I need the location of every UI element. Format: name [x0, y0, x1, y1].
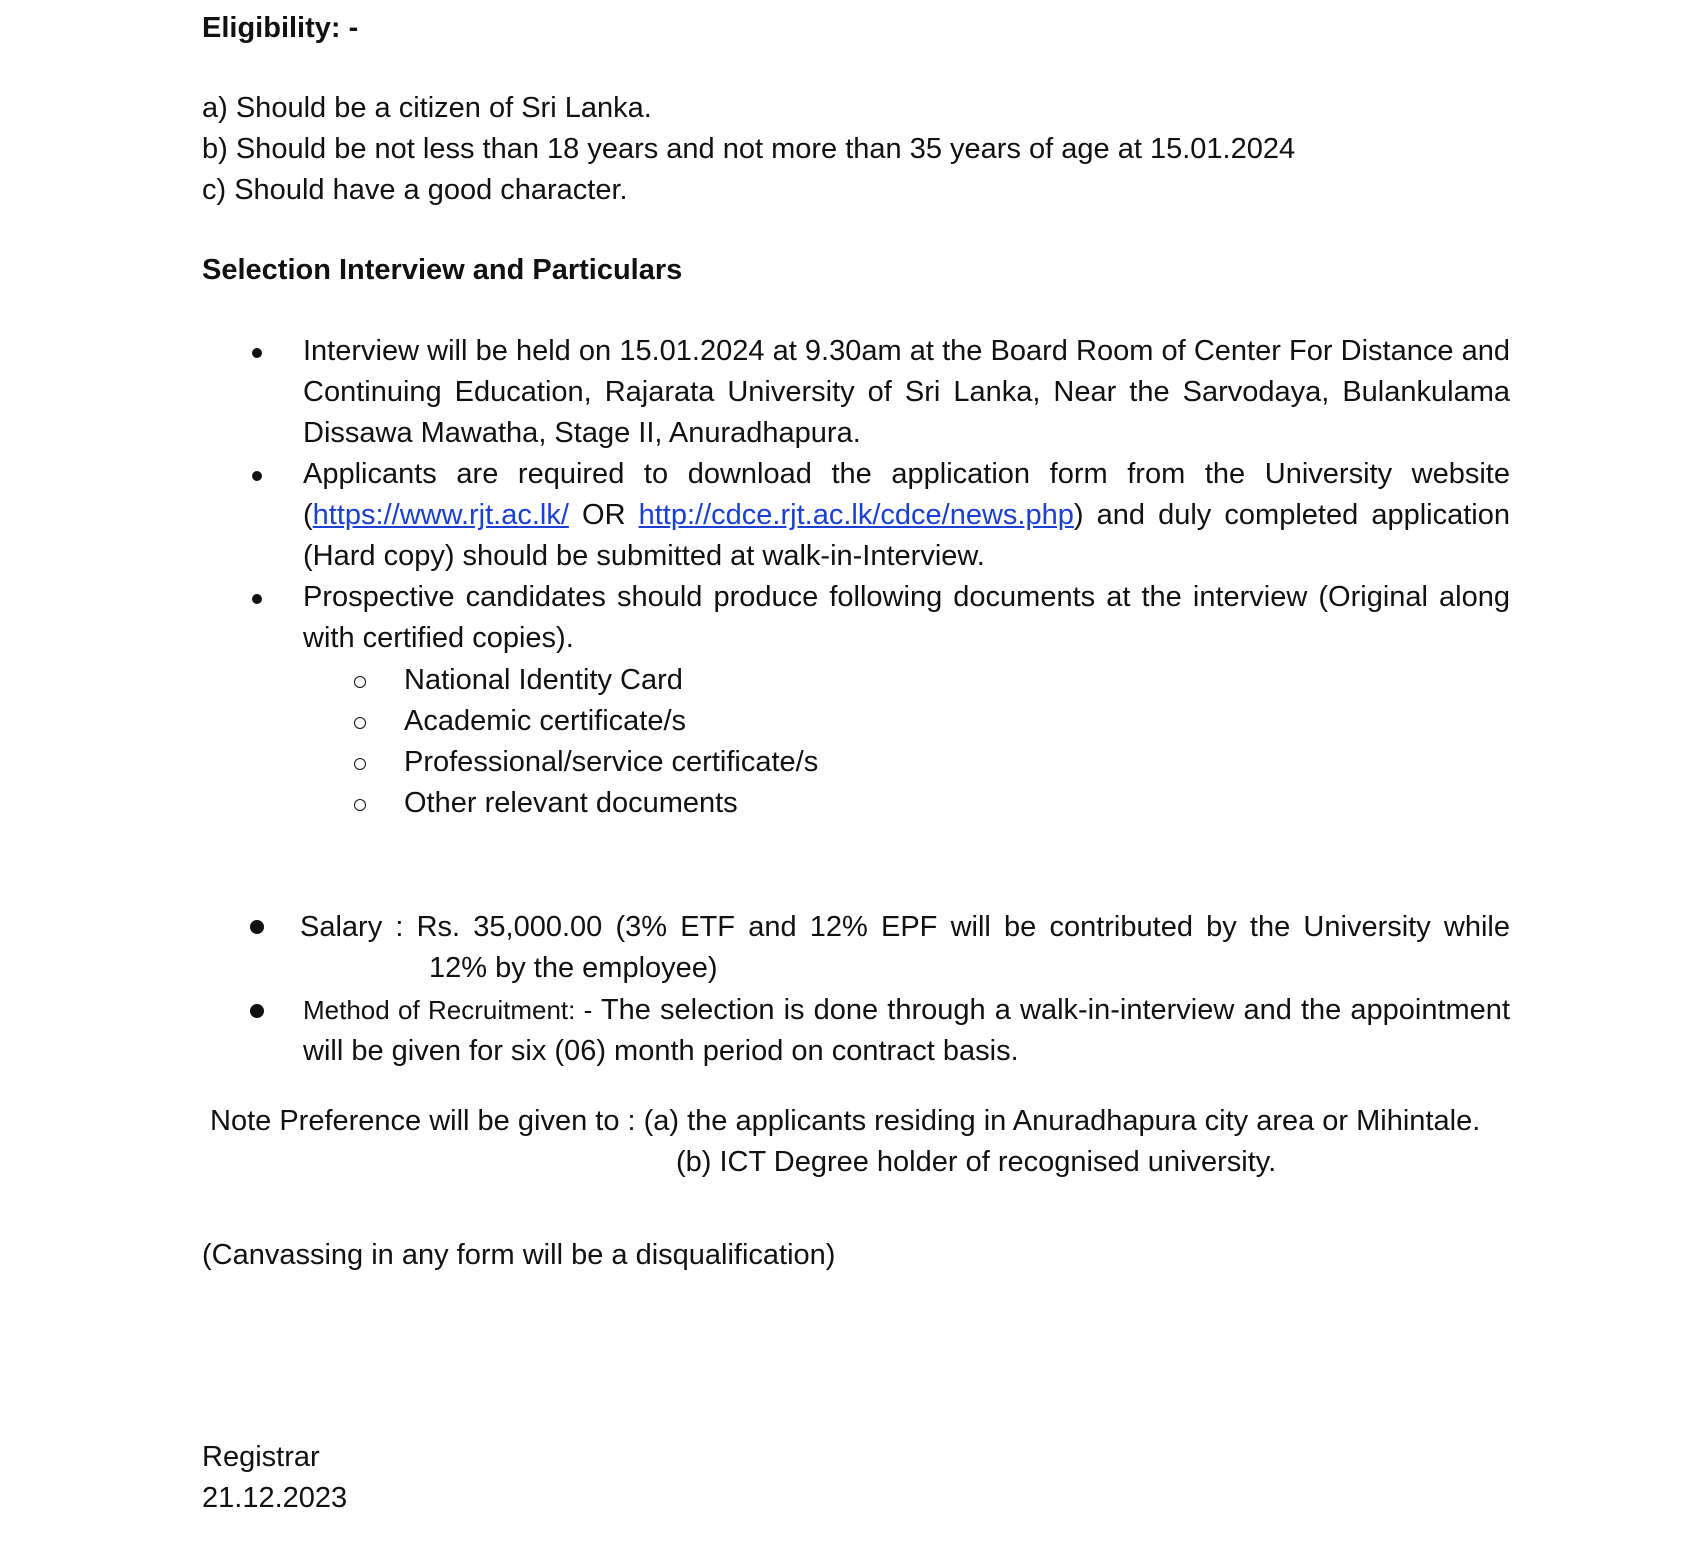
document-item: Professional/service certificate/s [404, 746, 819, 778]
documents-intro: Prospective candidates should produce following documents at the interview (Original along with certified copies). [303, 581, 1510, 654]
bullet-icon [252, 348, 262, 358]
bullet-icon [252, 594, 262, 604]
salary-line-2: 12% by the employee) [429, 952, 718, 984]
circle-bullet-icon [354, 717, 366, 729]
recruitment-details [303, 990, 1510, 1072]
circle-bullet-icon [354, 676, 366, 688]
bullet-icon [250, 920, 264, 934]
recruitment-label: Method of Recruitment: - [303, 995, 593, 1025]
canvassing-notice: (Canvassing in any form will be a disqualification) [202, 1239, 836, 1271]
application-details [303, 454, 1510, 577]
signature-date: 21.12.2023 [202, 1482, 348, 1514]
bullet-icon [252, 471, 262, 481]
document-item: National Identity Card [404, 664, 683, 696]
application-prefix: Applicants are required to download the application form from the University website ( [303, 458, 1510, 531]
circle-bullet-icon [354, 758, 366, 770]
recruitment-text: The selection is done through a walk-in-interview and the appointment will be given for six (06) month period on contract basis. [303, 994, 1510, 1067]
rjt-website-link[interactable]: https://www.rjt.ac.lk/ [312, 499, 569, 531]
application-or: OR [568, 499, 639, 531]
selection-heading: Selection Interview and Particulars [202, 254, 683, 286]
signature-title: Registrar [202, 1441, 320, 1473]
eligibility-item-a: a) Should be a citizen of Sri Lanka. [202, 92, 652, 124]
eligibility-heading: Eligibility: - [202, 12, 359, 44]
circle-bullet-icon [354, 799, 366, 811]
application-suffix: ) and duly completed application (Hard copy) should be submitted at walk-in-Interview. [303, 499, 1510, 572]
bullet-icon [250, 1004, 264, 1018]
eligibility-item-b: b) Should be not less than 18 years and not more than 35 years of age at 15.01.2024 [202, 133, 1296, 165]
document-item: Academic certificate/s [404, 705, 687, 737]
note-line-1: Note Preference will be given to : (a) the applicants residing in Anuradhapura city area or Mihintale. [210, 1105, 1481, 1137]
salary-line-1: Salary : Rs. 35,000.00 (3% ETF and 12% EPF will be contributed by the University while [300, 911, 1510, 943]
eligibility-item-c: c) Should have a good character. [202, 174, 628, 206]
cdce-news-link[interactable]: http://cdce.rjt.ac.lk/cdce/news.php [638, 499, 1074, 531]
interview-details: Interview will be held on 15.01.2024 at 9.30am at the Board Room of Center For Distance and Continuing Education, Rajarata University of Sri Lanka, Near the Sarvodaya, Bulankulama Dissawa Mawatha, Stage II, Anuradhapura. [303, 335, 1510, 449]
note-line-2: (b) ICT Degree holder of recognised university. [676, 1146, 1277, 1178]
document-item: Other relevant documents [404, 787, 738, 819]
